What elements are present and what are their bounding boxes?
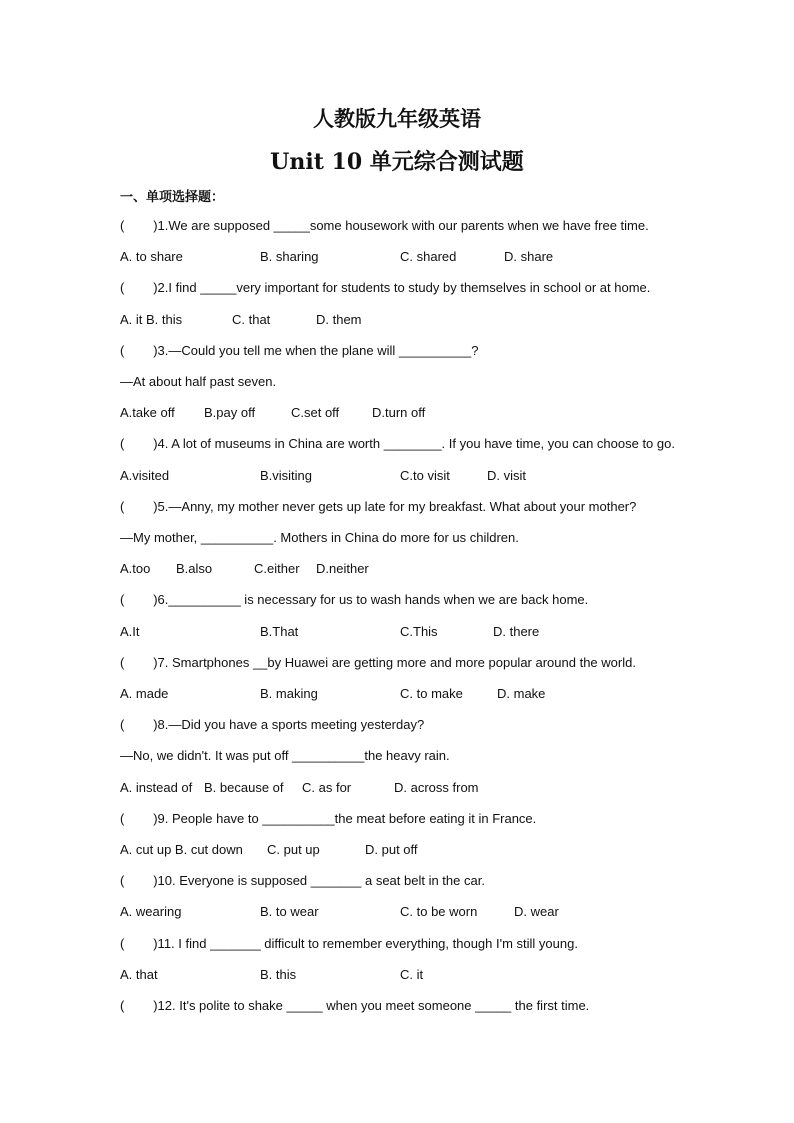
option-ab: A. it B. this [120,312,183,327]
option-b: B. sharing [260,249,319,264]
question-11-options [120,966,680,984]
option-c: C. to make [400,686,463,701]
option-b: B. to wear [260,904,319,919]
question-2-stem: ( )2.I find _____very important for students to study by themselves in school or at home. [120,280,651,295]
option-c: C.set off [291,405,340,420]
option-a: A. made [120,686,169,701]
question-8-stem: ( )8.—Did you have a sports meeting yesterday? [120,717,425,732]
option-b: B. because of [204,780,284,795]
option-a: A.visited [120,468,170,483]
question-3-options [120,404,680,422]
question-9-options [120,841,680,859]
question-3-reply: —At about half past seven. [120,374,277,389]
option-c: C. as for [302,780,352,795]
option-c: C. it [400,967,424,982]
question-7-stem: ( )7. Smartphones __by Huawei are getting more and more popular around the world. [120,655,636,670]
option-c: C.to visit [400,468,450,483]
question-11-stem: ( )11. I find _______ difficult to remember everything, though I'm still young. [120,936,578,951]
question-8-options [120,779,680,797]
option-a: A.too [120,561,151,576]
option-b: B.That [260,624,299,639]
question-9-stem: ( )9. People have to __________the meat before eating it in France. [120,811,537,826]
option-d: D.neither [316,561,369,576]
option-d: D. visit [487,468,526,483]
question-10-stem: ( )10. Everyone is supposed _______ a seat belt in the car. [120,873,485,888]
question-4-stem: ( )4. A lot of museums in China are worth ________. If you have time, you can choose to go. [120,436,675,451]
option-c: C.either [254,561,300,576]
option-a: A. to share [120,249,183,264]
option-a: A.It [120,624,140,639]
option-c: C. to be worn [400,904,478,919]
option-a: A. instead of [120,780,193,795]
option-d: D. them [316,312,362,327]
page-subtitle: Unit 10 单元综合测试题 [270,149,524,175]
option-d: D. there [493,624,540,639]
option-a: A. wearing [120,904,182,919]
question-12-stem: ( )12. It's polite to shake _____ when you meet someone _____ the first time. [120,998,590,1013]
question-10-options [120,903,680,921]
option-d: D.turn off [372,405,426,420]
option-d: D. across from [394,780,479,795]
option-d: D. put off [365,842,418,857]
question-4-options [120,467,680,485]
question-7-options [120,685,680,703]
option-ab: A. cut up B. cut down [120,842,243,857]
question-3-stem: ( )3.—Could you tell me when the plane will __________? [120,343,479,358]
option-b: B. making [260,686,318,701]
question-6-stem: ( )6.__________ is necessary for us to wash hands when we are back home. [120,592,589,607]
option-a: A. that [120,967,158,982]
option-b: B.pay off [204,405,256,420]
question-1-stem: ( )1.We are supposed _____some housework with our parents when we have free time. [120,218,649,233]
option-b: B. this [260,967,297,982]
question-6-options [120,623,680,641]
page-title: 人教版九年级英语 [313,106,481,131]
question-5-stem: ( )5.—Anny, my mother never gets up late for my breakfast. What about your mother? [120,499,637,514]
option-a: A.take off [120,405,175,420]
option-c: C. shared [400,249,457,264]
section-heading: 一、单项选择题： [120,189,225,204]
option-d: D. wear [514,904,559,919]
option-b: B.visiting [260,468,313,483]
option-c: C. that [232,312,271,327]
option-c: C.This [400,624,438,639]
question-2-options [120,311,680,329]
option-c: C. put up [267,842,320,857]
question-8-reply: —No, we didn't. It was put off __________the heavy rain. [120,748,450,763]
question-5-reply: —My mother, __________. Mothers in China do more for us children. [120,530,519,545]
question-5-options [120,560,680,578]
question-1-options [120,248,680,266]
option-d: D. share [504,249,554,264]
option-d: D. make [497,686,546,701]
option-b: B.also [176,561,213,576]
